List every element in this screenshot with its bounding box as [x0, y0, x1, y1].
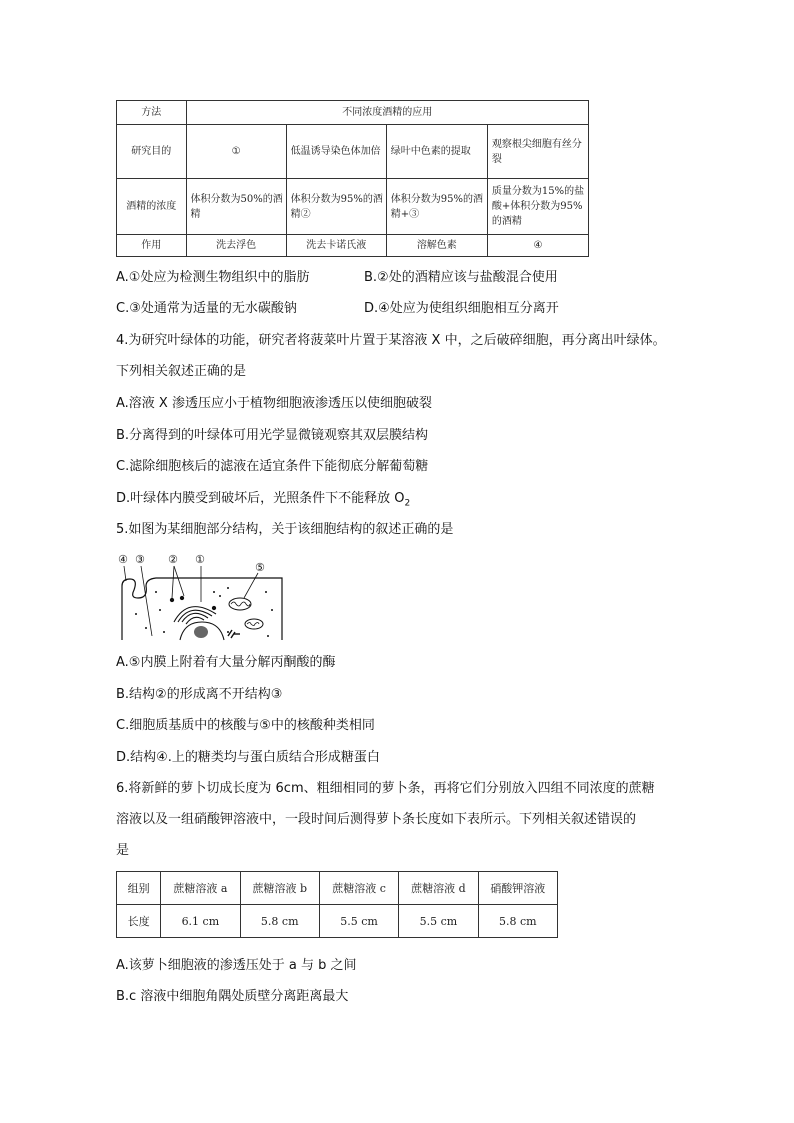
q5-option-c: C.细胞质基质中的核酸与⑤中的核酸种类相同 — [116, 718, 375, 733]
q3-option-b: B.②处的酒精应该与盐酸混合使用 — [364, 270, 558, 285]
table1-cell: 质量分数为15%的盐酸+体积分数为95%的酒精 — [487, 179, 588, 235]
table1-cell: 体积分数为95%的酒精② — [286, 179, 386, 235]
alcohol-usage-table — [116, 100, 589, 257]
table2-header: 组别 — [117, 872, 161, 905]
q4-option-b: B.分离得到的叶绿体可用光学显微镜观察其双层膜结构 — [116, 428, 429, 443]
q5-stem: 5.如图为某细胞部分结构，关于该细胞结构的叙述正确的是 — [116, 522, 454, 537]
q3-option-a: A.①处应为检测生物组织中的脂肪 — [116, 270, 310, 285]
q4-option-c: C.滤除细胞核后的滤液在适宜条件下能彻底分解葡萄糖 — [116, 459, 429, 474]
table1-cell: ① — [186, 125, 286, 179]
label-5: ⑤ — [255, 561, 265, 574]
table1-cell: 绿叶中色素的提取 — [386, 125, 487, 179]
q3-option-c: C.③处通常为适量的无水碳酸钠 — [116, 301, 297, 316]
table2-header: 蔗糖溶液 c — [319, 872, 398, 905]
table1-cell: 体积分数为95%的酒精+③ — [386, 179, 487, 235]
q5-option-a: A.⑤内膜上附着有大量分解丙酮酸的酶 — [116, 655, 336, 670]
q6-option-b: B.c 溶液中细胞角隅处质壁分离距离最大 — [116, 989, 349, 1004]
label-3: ③ — [135, 553, 145, 566]
q4-option-a: A.溶液 X 渗透压应小于植物细胞液渗透压以使细胞破裂 — [116, 396, 432, 411]
nucleolus — [194, 626, 208, 638]
table1-cell: 溶解色素 — [386, 235, 487, 257]
table2-cell: 5.5 cm — [399, 905, 478, 938]
table1-header-method: 方法 — [117, 101, 187, 125]
mitochondrion-2 — [245, 619, 263, 629]
table2-cell: 长度 — [117, 905, 161, 938]
q5-option-d: D.结构④.上的糖类均与蛋白质结合形成糖蛋白 — [116, 750, 380, 765]
mitochondrion — [229, 598, 251, 610]
q6-stem: 6.将新鲜的萝卜切成长度为 6cm、粗细相同的萝卜条，再将它们分别放入四组不同浓度的蔗糖 — [116, 781, 655, 796]
table1-row-label: 研究目的 — [117, 125, 187, 179]
table2-cell: 6.1 cm — [161, 905, 240, 938]
cell-structure-diagram — [116, 552, 284, 642]
table2-header: 硝酸钾溶液 — [478, 872, 557, 905]
table2-header: 蔗糖溶液 d — [399, 872, 478, 905]
table2-header: 蔗糖溶液 b — [240, 872, 319, 905]
table1-cell: 观察根尖细胞有丝分裂 — [487, 125, 588, 179]
q5-option-b: B.结构②的形成离不开结构③ — [116, 687, 283, 702]
table2-cell: 5.8 cm — [240, 905, 319, 938]
label-2: ② — [168, 553, 178, 566]
q4-stem: 4.为研究叶绿体的功能，研究者将菠菜叶片置于某溶液 X 中，之后破碎细胞，再分离出叶绿体。 — [116, 333, 666, 348]
q6-option-a: A.该萝卜细胞液的渗透压处于 a 与 b 之间 — [116, 958, 357, 973]
label-1: ① — [195, 553, 205, 566]
table1-header-usage: 不同浓度酒精的应用 — [186, 101, 588, 125]
table1-row-label: 作用 — [117, 235, 187, 257]
golgi-apparatus — [170, 596, 216, 624]
table1-cell: 洗去卡诺氏液 — [286, 235, 386, 257]
table1-cell: ④ — [487, 235, 588, 257]
q6-stem-cont: 溶液以及一组硝酸钾溶液中，一段时间后测得萝卜条长度如下表所示。下列相关叙述错误的 — [116, 812, 637, 827]
q6-stem-end: 是 — [116, 843, 130, 858]
table1-cell: 洗去浮色 — [186, 235, 286, 257]
table2-cell: 5.5 cm — [319, 905, 398, 938]
q4-option-d: D.叶绿体内膜受到破坏后，光照条件下不能释放 $O_2$ — [116, 491, 411, 509]
table1-row-label: 酒精的浓度 — [117, 179, 187, 235]
table1-cell: 体积分数为50%的酒精 — [186, 179, 286, 235]
radish-length-table — [116, 871, 558, 938]
q3-option-d: D.④处应为使组织细胞相互分离开 — [364, 301, 559, 316]
table2-header: 蔗糖溶液 a — [161, 872, 240, 905]
table1-cell: 低温诱导染色体加倍 — [286, 125, 386, 179]
label-4: ④ — [118, 553, 128, 566]
q4-stem-cont: 下列相关叙述正确的是 — [116, 364, 247, 379]
centriole — [228, 630, 240, 638]
table2-cell: 5.8 cm — [478, 905, 557, 938]
